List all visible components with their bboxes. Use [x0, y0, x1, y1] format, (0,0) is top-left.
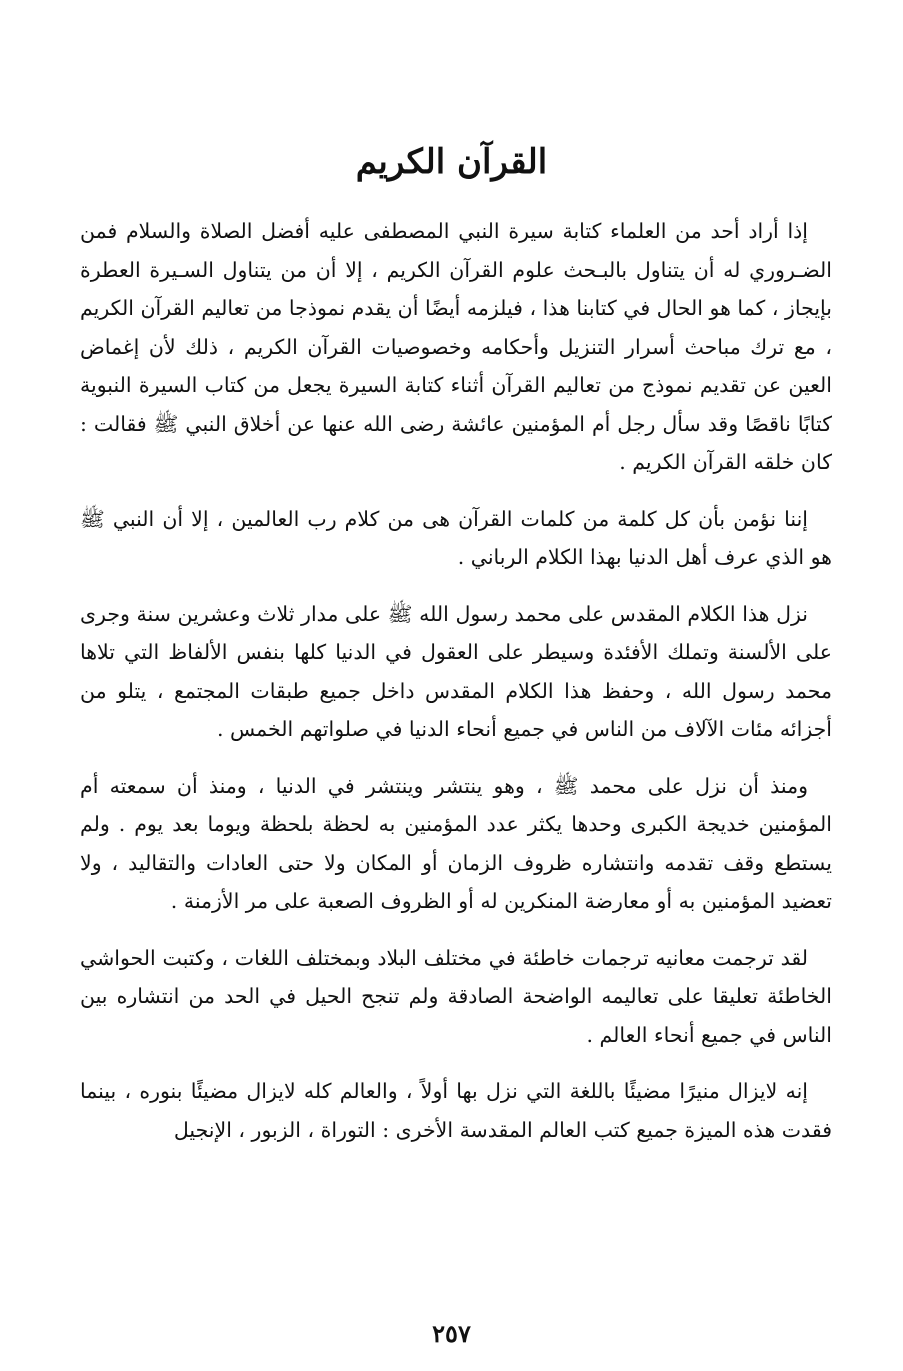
- page-number: ٢٥٧: [432, 1319, 471, 1348]
- paragraph: نزل هذا الكلام المقدس على محمد رسول الله ﷺ على مدار ثلاث وعشرين سنة وجرى على الألسنة وتملك الأفئدة وسيطر على العقول في الدنيا كلها بنفس الألفاظ التي تلاها محمد رسول الله ، وحفظ هذا الكلام المقدس داخل جميع طبقات المجتمع ، يتلو من أجزائه مئات الآلاف من الناس في جميع أنحاء الدنيا في صلواتهم الخمس .: [80, 601, 832, 741]
- paragraph: لقد ترجمت معانيه ترجمات خاطئة في مختلف البلاد وبمختلف اللغات ، وكتبت الحواشي الخاطئة تعليقا على تعاليمه الواضحة الصادقة ولم تنجح الحيل في الحد من انتشاره بين الناس في جميع أنحاء العالم .: [80, 945, 832, 1047]
- paragraph: إذا أراد أحد من العلماء كتابة سيرة النبي المصطفى عليه أفضل الصلاة والسلام فمن الضـروري له أن يتناول بالبـحث علوم القرآن الكريم ، إلا أن من يتناول السـيرة العطرة بإيجاز ، كما هو الحال في كتابنا هذا ، فيلزمه أيضًا أن يقدم نموذجا من تعاليم القرآن الكريم ، مع ترك مباحث أسرار التنزيل وأحكامه وخصوصيات القرآن الكريم ، ذلك لأن إغماض العين عن تقديم نموذج من تعاليم القرآن أثناء كتابة السيرة يجعل من كتاب السيرة النبوية كتابًا ناقصًا وقد سأل رجل أم المؤمنين عائشة رضى الله عنها عن أخلاق النبي ﷺ فقالت : كان خلقه القرآن الكريم .: [80, 219, 832, 474]
- chapter-title: القرآن الكريم: [355, 142, 548, 182]
- paragraph: إنه لايزال منيرًا مضيئًا باللغة التي نزل بها أولاً ، والعالم كله لايزال مضيئًا بنوره ، بينما فقدت هذه الميزة جميع كتب العالم المقدسة الأخرى : التوراة ، الزبور ، الإنجيل: [80, 1079, 832, 1142]
- paragraph: إننا نؤمن بأن كل كلمة من كلمات القرآن هى من كلام رب العالمين ، إلا أن النبي ﷺ هو الذي عرف أهل الدنيا بهذا الكلام الرباني .: [80, 506, 832, 569]
- body-text: [80, 212, 832, 1167]
- paragraph: ومنذ أن نزل على محمد ﷺ ، وهو ينتشر وينتشر في الدنيا ، ومنذ أن سمعته أم المؤمنين خديجة الكبرى وحدها يكثر عدد المؤمنين به لحظة بلحظة ويوما بعد يوم . ولم يستطع وقف تقدمه وانتشاره ظروف الزمان أو المكان ولا حتى العادات والتقاليد ، ولا تعضيد المؤمنين به أو معارضة المنكرين له أو الظروف الصعبة على مر الأزمنة .: [80, 773, 832, 913]
